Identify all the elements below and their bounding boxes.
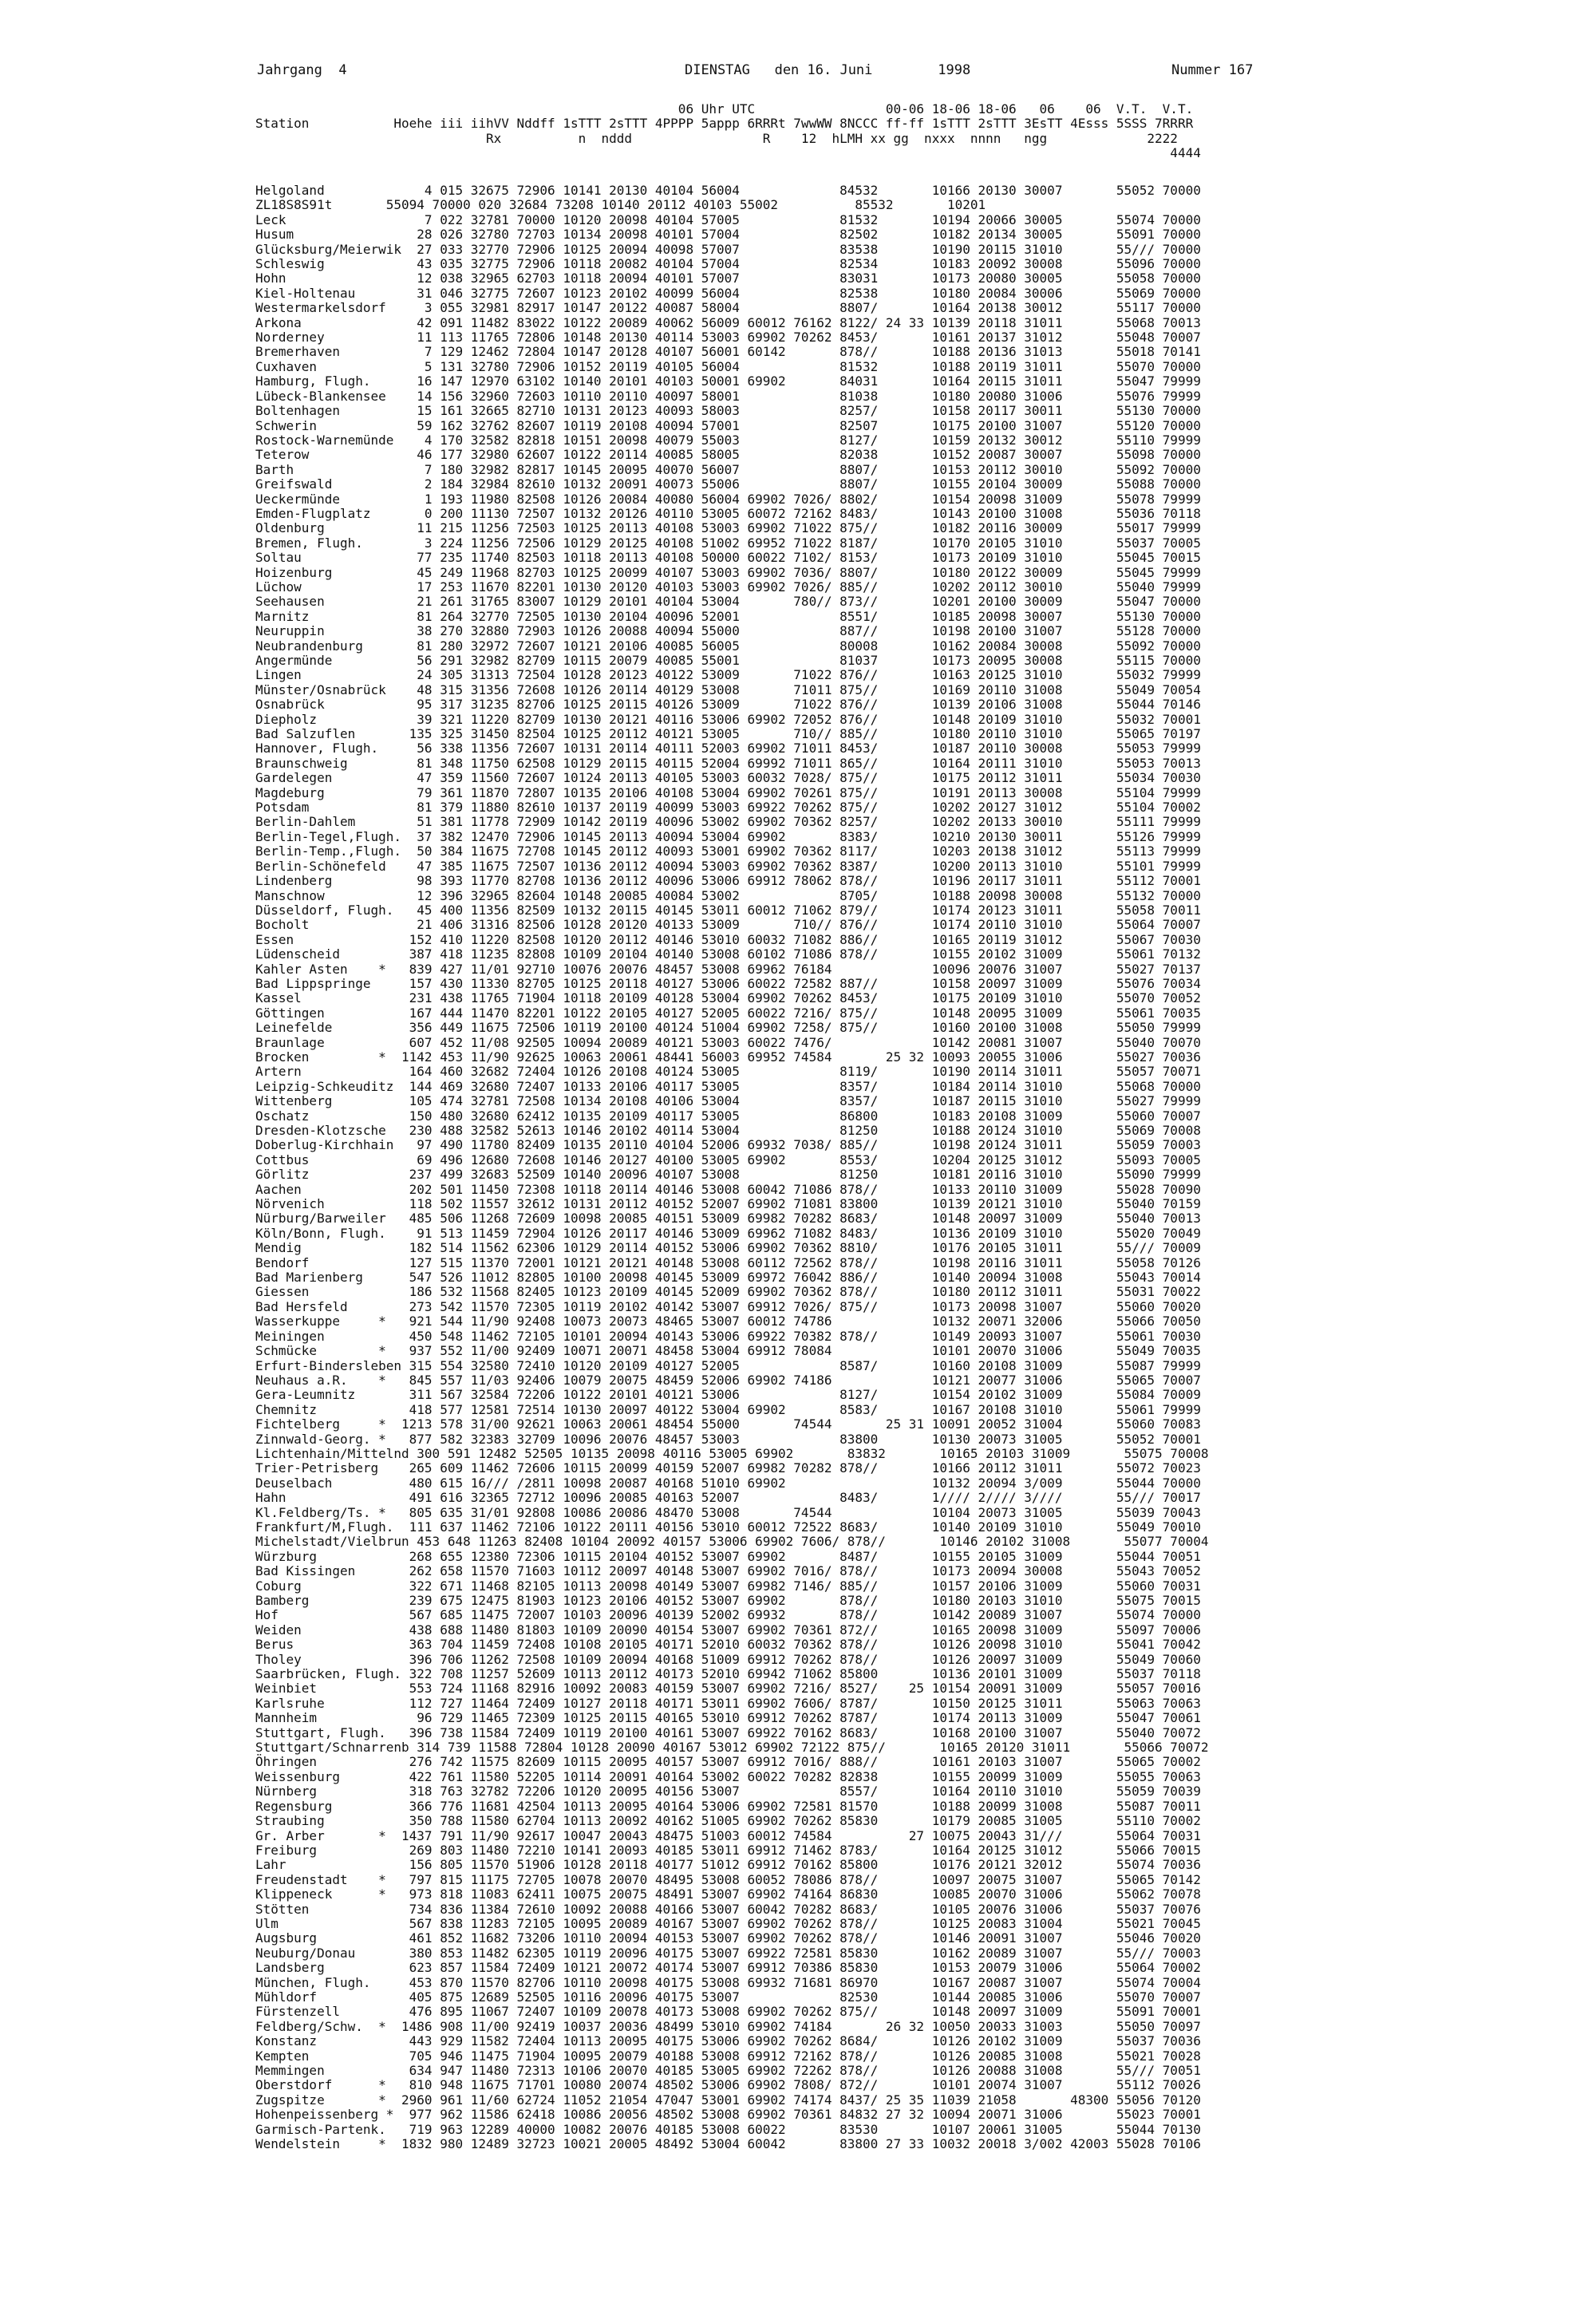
- station-row: Barth 7 180 32982 82817 10145 20095 40070 56007 8807/ 10153 20112 30010 55092 70000: [255, 461, 1201, 477]
- station-row: Gardelegen 47 359 11560 72607 10124 20113 40105 53003 60032 7028/ 875// 10175 20112 31011 55034 70030: [255, 770, 1201, 786]
- station-row: Lahr 156 805 11570 51906 10128 20118 40177 51012 69912 70162 85800 10176 20121 32012 55074 70036: [255, 1857, 1201, 1873]
- station-table: [255, 184, 1208, 2151]
- station-row: Nürburg/Barweiler 485 506 11268 72609 10098 20085 40151 53009 69982 70282 8683/ 10148 20097 31009 55040 70013: [255, 1211, 1201, 1227]
- station-row: Ulm 567 838 11283 72105 10095 20089 40167 53007 69902 70262 878// 10125 20083 31004 55021 70045: [255, 1915, 1201, 1931]
- station-row: Helgoland 4 015 32675 72906 10141 20130 40104 56004 84532 10166 20130 30007 55052 70000: [255, 183, 1201, 198]
- station-row: Düsseldorf, Flugh. 45 400 11356 82509 10132 20115 40145 53011 60012 71062 879// 10174 20123 31011 55058 70011: [255, 902, 1201, 918]
- station-row: Artern 164 460 32682 72404 10126 20108 40124 53005 8119/ 10190 20114 31011 55057 70071: [255, 1064, 1201, 1080]
- station-row: Leck 7 022 32781 70000 10120 20098 40104 57005 81532 10194 20066 30005 55074 70000: [255, 211, 1201, 227]
- station-row: Bremerhaven 7 129 12462 72804 10147 20128 40107 56001 60142 878// 10188 20136 31013 55018 70141: [255, 344, 1201, 360]
- station-row: Ueckermünde 1 193 11980 82508 10126 20084 40080 56004 69902 7026/ 8802/ 10154 20098 31009 55078 79999: [255, 491, 1201, 507]
- station-row: Frankfurt/M,Flugh. 111 637 11462 72106 10122 20111 40156 53010 60012 72522 8683/ 10140 20109 31010 55049 70010: [255, 1519, 1201, 1535]
- station-row: Doberlug-Kirchhain 97 490 11780 82409 10135 20110 40104 52006 69932 7038/ 885// 10198 20124 31011 55059 70003: [255, 1137, 1201, 1153]
- station-row: Bad Lippspringe 157 430 11330 82705 10125 20118 40127 53006 60022 72582 887// 10158 20097 31009 55076 70034: [255, 975, 1201, 991]
- station-row: Saarbrücken, Flugh. 322 708 11257 52609 10113 20112 40173 52010 69942 71062 85800 10136 20101 31009 55037 70118: [255, 1666, 1201, 1682]
- station-row: Kempten 705 946 11475 71904 10095 20079 40188 53008 69912 72162 878// 10126 20085 31008 55021 70028: [255, 2048, 1201, 2064]
- station-row: Oberstdorf * 810 948 11675 71701 10080 20074 48502 53006 69902 7808/ 872// 10101 20074 31007 55112 70026: [255, 2077, 1201, 2093]
- station-row: Kassel 231 438 11765 71904 10118 20109 40128 53004 69902 70262 8453/ 10175 20109 31010 55070 70052: [255, 990, 1201, 1006]
- station-row: Lindenberg 98 393 11770 82708 10136 20112 40096 53006 69912 78062 878// 10196 20117 31011 55112 70001: [255, 873, 1201, 889]
- station-row: Münster/Osnabrück 48 315 31356 72608 10126 20114 40129 53008 71011 875// 10169 20110 31008 55049 70054: [255, 681, 1201, 697]
- station-row: Trier-Petrisberg 265 609 11462 72606 10115 20099 40159 52007 69982 70282 878// 10166 20112 31011 55072 70023: [255, 1460, 1201, 1476]
- station-row: Weissenburg 422 761 11580 52205 10114 20091 40164 53002 60022 70282 82838 10155 20099 31009 55055 70063: [255, 1768, 1201, 1784]
- station-row: Bad Salzuflen 135 325 31450 82504 10125 20112 40121 53005 710// 885// 10180 20110 31010 55065 70197: [255, 726, 1201, 742]
- station-row: Berlin-Temp.,Flugh. 50 384 11675 72708 10145 20112 40093 53001 69902 70362 8117/ 10203 20138 31012 55113 79999: [255, 843, 1201, 859]
- station-row: Schwerin 59 162 32762 82607 10119 20108 40094 57001 82507 10175 20100 31007 55120 70000: [255, 417, 1201, 433]
- station-row: Cuxhaven 5 131 32780 72906 10152 20119 40105 56004 81532 10188 20119 31011 55070 70000: [255, 358, 1201, 374]
- station-row: Hamburg, Flugh. 16 147 12970 63102 10140 20101 40103 50001 69902 84031 10164 20115 31011 55047 79999: [255, 373, 1201, 389]
- station-row: Klippeneck * 973 818 11083 62411 10075 20075 48491 53007 69902 74164 86830 10085 20070 31006 55062 70078: [255, 1886, 1201, 1902]
- station-row: Zinnwald-Georg. * 877 582 32383 32709 10096 20076 48457 53003 83800 10130 20073 31005 55052 70001: [255, 1431, 1201, 1447]
- station-row: Rostock-Warnemünde 4 170 32582 82818 10151 20098 40079 55003 8127/ 10159 20132 30012 55110 79999: [255, 432, 1201, 448]
- station-row: Husum 28 026 32780 72703 10134 20098 40101 57004 82502 10182 20134 30005 55091 70000: [255, 227, 1201, 243]
- station-row: Deuselbach 480 615 16/// /2811 10098 20087 40168 51010 69902 10132 20094 3/009 55044 70000: [255, 1475, 1201, 1491]
- station-row: Teterow 46 177 32980 62607 10122 20114 40085 58005 82038 10152 20087 30007 55098 70000: [255, 447, 1201, 463]
- station-row: Nürnberg 318 763 32782 72206 10120 20095 40156 53007 8557/ 10164 20110 31010 55059 70039: [255, 1784, 1201, 1799]
- station-row: Öhringen 276 742 11575 82609 10115 20095 40157 53007 69912 7016/ 888// 10161 20103 31007 55065 70002: [255, 1754, 1201, 1770]
- station-row: Mannheim 96 729 11465 72309 10125 20115 40165 53010 69912 70262 8787/ 10174 20113 31009 55047 70061: [255, 1710, 1201, 1726]
- station-row: Feldberg/Schw. * 1486 908 11/00 92419 10037 20036 48499 53010 69902 74184 26 32 10050 20033 31003 55050 70097: [255, 2018, 1201, 2034]
- station-row: Coburg 322 671 11468 82105 10113 20098 40149 53007 69982 7146/ 885// 10157 20106 31009 55060 70031: [255, 1578, 1201, 1594]
- station-row: Cottbus 69 496 12680 72608 10146 20127 40100 53005 69902 8553/ 10204 20125 31012 55093 70005: [255, 1152, 1201, 1167]
- station-row: Boltenhagen 15 161 32665 82710 10131 20123 40093 58003 8257/ 10158 20117 30011 55130 70000: [255, 403, 1201, 419]
- station-row: Bad Marienberg 547 526 11012 82805 10100 20098 40145 53009 69972 76042 886// 10140 20094 31008 55043 70014: [255, 1270, 1201, 1286]
- station-row: Erfurt-Bindersleben 315 554 32580 72410 10120 20109 40127 52005 8587/ 10160 20108 31009 55087 79999: [255, 1357, 1201, 1373]
- station-row: Berlin-Dahlem 51 381 11778 72909 10142 20119 40096 53002 69902 70362 8257/ 10202 20133 30010 55111 79999: [255, 814, 1201, 830]
- station-row: Greifswald 2 184 32984 82610 10132 20091 40073 55006 8807/ 10155 20104 30009 55088 70000: [255, 476, 1201, 492]
- station-row: Neuhaus a.R. * 845 557 11/03 92406 10079 20075 48459 52006 69902 74186 10121 20077 31006 55065 70007: [255, 1372, 1201, 1388]
- station-row: Würzburg 268 655 12380 72306 10115 20104 40152 53007 69902 8487/ 10155 20105 31009 55044 70051: [255, 1548, 1201, 1564]
- station-row: Lüdenscheid 387 418 11235 82808 10109 20104 40140 53008 60102 71086 878// 10155 20102 31009 55061 70132: [255, 946, 1201, 962]
- station-row: Hannover, Flugh. 56 338 11356 72607 10131 20114 40111 52003 69902 71011 8453/ 10187 20110 30008 55053 79999: [255, 741, 1201, 757]
- station-row: Essen 152 410 11220 82508 10120 20112 40146 53010 60032 71082 886// 10165 20119 31012 55067 70030: [255, 931, 1201, 947]
- station-row: Marnitz 81 264 32770 72505 10130 20104 40096 52001 8551/ 10185 20098 30007 55130 70000: [255, 608, 1201, 624]
- station-row: Schleswig 43 035 32775 72906 10118 20082 40104 57004 82534 10183 20092 30008 55096 70000: [255, 256, 1201, 272]
- station-row: Lübeck-Blankensee 14 156 32960 72603 10110 20110 40097 58001 81038 10180 20080 31006 55076 79999: [255, 388, 1201, 404]
- issue-label: Jahrgang 4: [257, 62, 347, 78]
- station-row: Hof 567 685 11475 72007 10103 20096 40139 52002 69932 878// 10142 20089 31007 55074 70000: [255, 1607, 1201, 1623]
- station-row: Osnabrück 95 317 31235 82706 10125 20115 40126 53009 71022 876// 10139 20106 31008 55044 70146: [255, 697, 1201, 713]
- station-row: Magdeburg 79 361 11870 72807 10135 20106 40108 53004 69902 70261 875// 10191 20113 30008 55104 79999: [255, 784, 1201, 800]
- station-row: Bamberg 239 675 12475 81903 10123 20106 40152 53007 69902 878// 10180 20103 31010 55075 70015: [255, 1593, 1201, 1608]
- station-row: Fichtelberg * 1213 578 31/00 92621 10063 20061 48454 55000 74544 25 31 10091 20052 31004 55060 70083: [255, 1416, 1201, 1432]
- station-row: Leinefelde 356 449 11675 72506 10119 20100 40124 51004 69902 7258/ 875// 10160 20100 31008 55050 79999: [255, 1020, 1201, 1036]
- column-header-line: Station Hoehe iii iihVV Nddff 1sTTT 2sTTT 4PPPP 5appp 6RRRt 7wwWW 8NCCC ff-ff 1sTTT 2sTTT 3EsTT 4Esss 5SSS 7RRRR: [255, 116, 1194, 132]
- issue-number: Nummer 167: [1171, 62, 1254, 78]
- station-row: Meiningen 450 548 11462 72105 10101 20094 40143 53006 69922 70382 878// 10149 20093 31007 55061 70030: [255, 1328, 1201, 1344]
- station-row: Hoizenburg 45 249 11968 82703 10125 20099 40107 53003 69902 7036/ 8807/ 10180 20122 30009 55045 79999: [255, 564, 1201, 580]
- station-row: Berlin-Schönefeld 47 385 11675 72507 10136 20112 40094 53003 69902 70362 8387/ 10200 20113 31010 55101 79999: [255, 858, 1201, 874]
- station-row: Hohn 12 038 32965 62703 10118 20094 40101 57007 83031 10173 20080 30005 55058 70000: [255, 271, 1201, 286]
- station-row: Chemnitz 418 577 12581 72514 10130 20097 40122 53004 69902 8583/ 10167 20108 31010 55061 79999: [255, 1401, 1201, 1417]
- station-row: Braunschweig 81 348 11750 62508 10129 20115 40115 52004 69992 71011 865// 10164 20111 31010 55053 70013: [255, 755, 1201, 771]
- station-row: Gera-Leumnitz 311 567 32584 72206 10122 20101 40121 53006 8127/ 10154 20102 31009 55084 70009: [255, 1387, 1201, 1403]
- station-row: Soltau 77 235 11740 82503 10118 20113 40108 50000 60022 7102/ 8153/ 10173 20109 31010 55045 70015: [255, 550, 1201, 566]
- station-row: Memmingen 634 947 11480 72313 10106 20070 40185 53005 69902 72262 878// 10126 20088 31008 55/// 70051: [255, 2063, 1201, 2078]
- station-row: Görlitz 237 499 32683 52509 10140 20096 40107 53008 81250 10181 20116 31010 55090 79999: [255, 1167, 1201, 1183]
- station-row: Kahler Asten * 839 427 11/01 92710 10076 20076 48457 53008 69962 76184 10096 20076 31007 55027 70137: [255, 961, 1201, 977]
- station-row: Stuttgart, Flugh. 396 738 11584 72409 10119 20100 40161 53007 69922 70162 8683/ 10168 20100 31007 55040 70072: [255, 1724, 1201, 1740]
- station-row: Köln/Bonn, Flugh. 91 513 11459 72904 10126 20117 40146 53009 69962 71082 8483/ 10136 20109 31010 55020 70049: [255, 1225, 1201, 1241]
- station-row: Berlin-Tegel,Flugh. 37 382 12470 72906 10145 20113 40094 53004 69902 8383/ 10210 20130 30011 55126 79999: [255, 828, 1201, 844]
- station-row: Weiden 438 688 11480 81803 10109 20090 40154 53007 69902 70361 872// 10165 20098 31009 55097 70006: [255, 1622, 1201, 1638]
- station-row: Bad Kissingen 262 658 11570 71603 10112 20097 40148 53007 69902 7016/ 878// 10173 20094 30008 55043 70052: [255, 1563, 1201, 1579]
- station-row: Wittenberg 105 474 32781 72508 10134 20108 40106 53004 8357/ 10187 20115 31010 55027 79999: [255, 1093, 1201, 1109]
- station-row: Kiel-Holtenau 31 046 32775 72607 10123 20102 40099 56004 82538 10180 20084 30006 55069 70000: [255, 285, 1201, 301]
- station-row: Mendig 182 514 11562 62306 10129 20114 40152 53006 69902 70362 8810/ 10176 20105 31011 55/// 70009: [255, 1240, 1201, 1256]
- station-row: Gr. Arber * 1437 791 11/90 92617 10047 20043 48475 51003 60012 74584 27 10075 20043 31/// 55064 70031: [255, 1827, 1201, 1843]
- station-row: Oschatz 150 480 32680 62412 10135 20109 40117 53005 86800 10183 20108 31009 55060 70007: [255, 1108, 1201, 1124]
- station-row: Kl.Feldberg/Ts. * 805 635 31/01 92808 10086 20086 48470 53008 74544 10104 20073 31005 55039 70043: [255, 1504, 1201, 1520]
- station-row: Lingen 24 305 31313 72504 10128 20123 40122 53009 71022 876// 10163 20125 31010 55032 79999: [255, 667, 1201, 683]
- station-row: Seehausen 21 261 31765 83007 10129 20101 40104 53004 780// 873// 10201 20100 30009 55047 70000: [255, 594, 1201, 610]
- station-row: Potsdam 81 379 11880 82610 10137 20119 40099 53003 69922 70262 875// 10202 20127 31012 55104 70002: [255, 800, 1201, 816]
- station-row: Garmisch-Partenk. 719 963 12289 40000 10082 20076 40185 53008 60022 83530 10107 20061 31005 55044 70130: [255, 2121, 1201, 2137]
- station-row: Landsberg 623 857 11584 72409 10121 20072 40174 53007 69912 70386 85830 10153 20079 31006 55064 70002: [255, 1960, 1201, 1976]
- station-row: Stuttgart/Schnarrenb 314 739 11588 72804 10128 20090 40167 53012 69902 72122 875// 10165 20120 31011 55066 70072: [255, 1740, 1209, 1756]
- station-row: Lichtenhain/Mittelnd 300 591 12482 52505 10135 20098 40116 53005 69902 83832 10165 20103 31009 55075 70008: [255, 1445, 1209, 1461]
- station-row: Freiburg 269 803 11480 72210 10141 20093 40185 53011 69912 71462 8783/ 10164 20125 31012 55066 70015: [255, 1842, 1201, 1858]
- station-row: Neuburg/Donau 380 853 11482 62305 10119 20096 40175 53007 69922 72581 85830 10162 20089 31007 55/// 70003: [255, 1945, 1201, 1961]
- station-row: Lüchow 17 253 11670 82201 10130 20120 40103 53003 69902 7026/ 885// 10202 20112 30010 55040 79999: [255, 579, 1201, 595]
- station-row: Norderney 11 113 11765 72806 10148 20130 40114 53003 69902 70262 8453/ 10161 20137 31012 55048 70007: [255, 330, 1201, 346]
- station-row: Westermarkelsdorf 3 055 32981 82917 10147 20122 40087 58004 8807/ 10164 20138 30012 55117 70000: [255, 300, 1201, 316]
- column-header-line: 4444: [255, 145, 1201, 161]
- station-row: Karlsruhe 112 727 11464 72409 10127 20118 40171 53011 69902 7606/ 8787/ 10150 20125 31011 55063 70063: [255, 1695, 1201, 1711]
- station-row: Tholey 396 706 11262 72508 10109 20094 40168 51009 69912 70262 878// 10126 20097 31009 55049 70060: [255, 1651, 1201, 1667]
- station-row: Glücksburg/Meierwik 27 033 32770 72906 10125 20094 40098 57007 83538 10190 20115 31010 55/// 70000: [255, 241, 1201, 257]
- station-row: Bocholt 21 406 31316 82506 10128 20120 40133 53009 710// 876// 10174 20110 31010 55064 70007: [255, 917, 1201, 933]
- station-row: Angermünde 56 291 32982 82709 10115 20079 40085 55001 81037 10173 20095 30008 55115 70000: [255, 653, 1201, 668]
- station-row: Nörvenich 118 502 11557 32612 10131 20112 40152 52007 69902 71081 83800 10139 20121 31010 55040 70159: [255, 1196, 1201, 1212]
- station-row: Bad Hersfeld 273 542 11570 72305 10119 20102 40142 53007 69912 7026/ 875// 10173 20098 31007 55060 70020: [255, 1298, 1201, 1314]
- column-headers: [255, 102, 1201, 161]
- station-row: Schmücke * 937 552 11/00 92409 10071 20071 48458 53004 69912 78084 10101 20070 31006 55049 70035: [255, 1343, 1201, 1359]
- station-row: Brocken * 1142 453 11/90 92625 10063 20061 48441 56003 69952 74584 25 32 10093 20055 31006 55027 70036: [255, 1049, 1201, 1065]
- station-row: Emden-Flugplatz 0 200 11130 72507 10132 20126 40110 53005 60072 72162 8483/ 10143 20100 31008 55036 70118: [255, 505, 1201, 521]
- column-header-line: 06 Uhr UTC 00-06 18-06 18-06 06 06 V.T. V.T.: [255, 101, 1194, 117]
- station-row: Regensburg 366 776 11681 42504 10113 20095 40164 53006 69902 72581 81570 10188 20099 31008 55087 70011: [255, 1798, 1201, 1814]
- station-row: Aachen 202 501 11450 72308 10118 20114 40146 53008 60042 71086 878// 10133 20110 31009 55028 70090: [255, 1181, 1201, 1197]
- station-row: ZL18S8S91t 55094 70000 020 32684 73208 10140 20112 40103 55002 85532 10201: [255, 197, 986, 213]
- station-row: Oldenburg 11 215 11256 72503 10125 20113 40108 53003 69902 71022 875// 10182 20116 30009 55017 79999: [255, 520, 1201, 536]
- station-row: Braunlage 607 452 11/08 92505 10094 20089 40121 53003 60022 7476/ 10142 20081 31007 55040 70070: [255, 1034, 1201, 1050]
- station-row: Manschnow 12 396 32965 82604 10148 20085 40084 53002 8705/ 10188 20098 30008 55132 70000: [255, 887, 1201, 903]
- station-row: Freudenstadt * 797 815 11175 72705 10078 20070 48495 53008 60052 78086 878// 10097 20075 31007 55065 70142: [255, 1871, 1201, 1887]
- station-row: Augsburg 461 852 11682 73206 10110 20094 40153 53007 69902 70262 878// 10146 20091 31007 55046 70020: [255, 1930, 1201, 1946]
- station-row: Bendorf 127 515 11370 72001 10121 20121 40148 53008 60112 72562 878// 10198 20116 31011 55058 70126: [255, 1254, 1201, 1270]
- station-row: Zugspitze * 2960 961 11/60 62724 11052 21054 47047 53001 69902 74174 8437/ 25 35 11039 21058 48300 55056 70120: [255, 2092, 1201, 2108]
- station-row: Neubrandenburg 81 280 32972 72607 10121 20106 40085 56005 80008 10162 20084 30008 55092 70000: [255, 638, 1201, 654]
- station-row: Hohenpeissenberg * 977 962 11586 62418 10086 20056 48502 53008 69902 70361 84832 27 32 10094 20071 31006 55023 70001: [255, 2107, 1201, 2123]
- station-row: Hahn 491 616 32365 72712 10096 20085 40163 52007 8483/ 1//// 2//// 3//// 55/// 70017: [255, 1490, 1201, 1506]
- station-row: Berus 363 704 11459 72408 10108 20105 40171 52010 60032 70362 878// 10126 20098 31010 55041 70042: [255, 1637, 1201, 1653]
- station-row: Wendelstein * 1832 980 12489 32723 10021 20005 48492 53004 60042 83800 27 33 10032 20018 3/002 42003 55028 70106: [255, 2136, 1201, 2152]
- column-header-line: Rx n nddd R 12 hLMH xx gg nxxx nnnn ngg 2222: [255, 130, 1178, 146]
- station-row: Mühldorf 405 875 12689 52505 10116 20096 40175 53007 82530 10144 20085 31006 55070 70007: [255, 1989, 1201, 2005]
- station-row: Neuruppin 38 270 32880 72903 10126 20088 40094 55000 887// 10198 20100 31007 55128 70000: [255, 623, 1201, 639]
- station-row: Weinbiet 553 724 11168 82916 10092 20083 40159 53007 69902 7216/ 8527/ 25 10154 20091 31009 55057 70016: [255, 1681, 1201, 1697]
- station-row: Wasserkuppe * 921 544 11/90 92408 10073 20073 48465 53007 60012 74786 10132 20071 32006 55066 70050: [255, 1314, 1201, 1329]
- station-row: Bremen, Flugh. 3 224 11256 72506 10129 20125 40108 51002 69952 71022 8187/ 10170 20105 31010 55037 70005: [255, 535, 1201, 551]
- station-row: Diepholz 39 321 11220 82709 10130 20121 40116 53006 69902 72052 876// 10148 20109 31010 55032 70001: [255, 711, 1201, 727]
- station-row: Michelstadt/Vielbrun 453 648 11263 82408 10104 20092 40157 53006 69902 7606/ 878// 10146 20102 31008 55077 70004: [255, 1534, 1209, 1550]
- station-row: Stötten 734 836 11384 72610 10092 20088 40166 53007 60042 70282 8683/ 10105 20076 31006 55037 70076: [255, 1901, 1201, 1917]
- station-row: Arkona 42 091 11482 83022 10122 20089 40062 56009 60012 76162 8122/ 24 33 10139 20118 31011 55068 70013: [255, 314, 1201, 330]
- station-row: Göttingen 167 444 11470 82201 10122 20105 40127 52005 60022 7216/ 875// 10148 20095 31009 55061 70035: [255, 1005, 1201, 1021]
- station-row: Dresden-Klotzsche 230 488 32582 52613 10146 20102 40114 53004 81250 10188 20124 31010 55069 70008: [255, 1123, 1201, 1138]
- station-row: München, Flugh. 453 870 11570 82706 10110 20098 40175 53008 69932 71681 86970 10167 20087 31007 55074 70004: [255, 1974, 1201, 1990]
- station-row: Fürstenzell 476 895 11067 72407 10109 20078 40173 53008 69902 70262 875// 10148 20097 31009 55091 70001: [255, 2004, 1201, 2020]
- station-row: Konstanz 443 929 11582 72404 10113 20095 40175 53006 69902 70262 8684/ 10126 20102 31009 55037 70036: [255, 2033, 1201, 2049]
- station-row: Leipzig-Schkeuditz 144 469 32680 72407 10133 20106 40117 53005 8357/ 10184 20114 31010 55068 70000: [255, 1078, 1201, 1094]
- date-label: DIENSTAG den 16. Juni 1998: [685, 62, 971, 78]
- station-row: Straubing 350 788 11580 62704 10113 20092 40162 51005 69902 70262 85830 10179 20085 31005 55110 70002: [255, 1813, 1201, 1829]
- station-row: Giessen 186 532 11568 82405 10123 20109 40145 52009 69902 70362 878// 10180 20112 31011 55031 70022: [255, 1284, 1201, 1300]
